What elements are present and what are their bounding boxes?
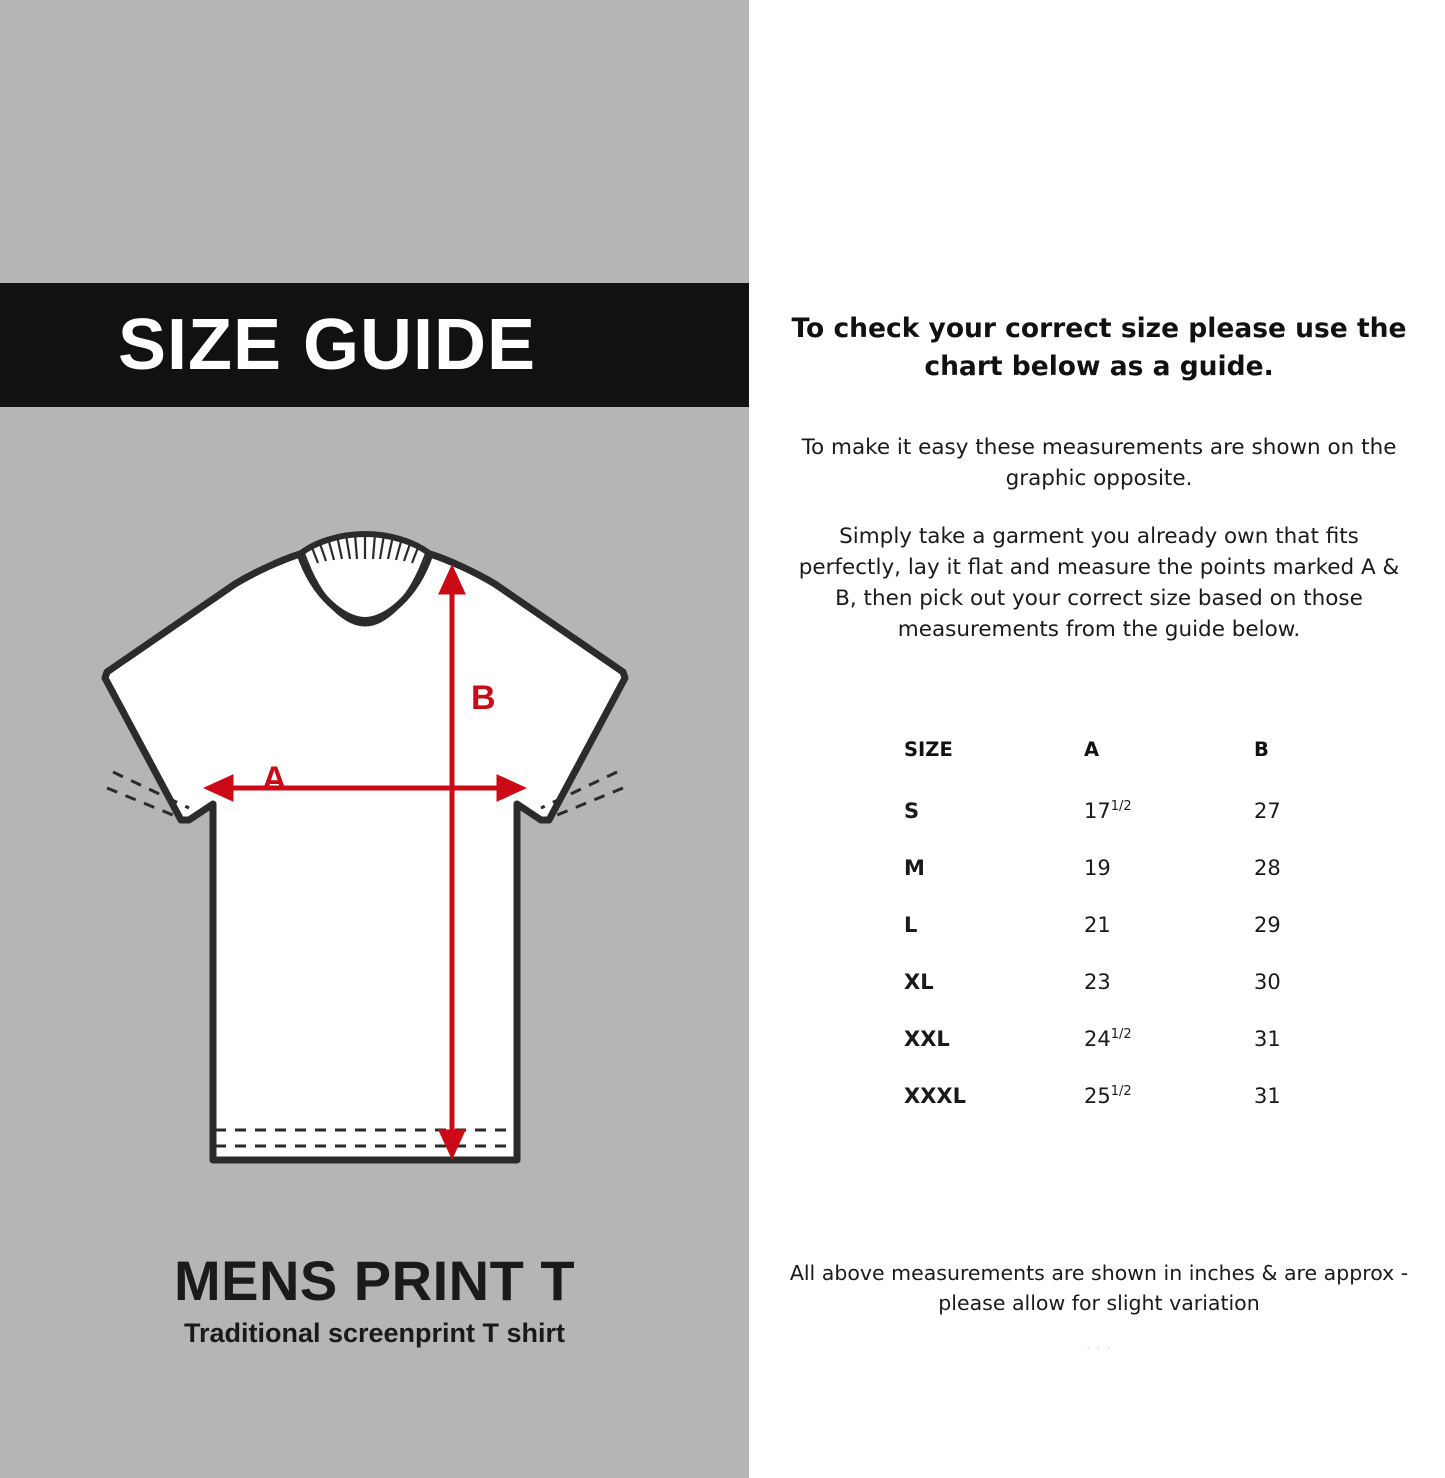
cell-size: S xyxy=(904,799,920,823)
measure-label-b: B xyxy=(471,679,496,717)
header-b: B xyxy=(1254,738,1269,761)
cell-a-value: 23 xyxy=(1084,970,1111,994)
cell-size: XXL xyxy=(904,1027,950,1051)
size-chart-body xyxy=(904,799,1324,1141)
tshirt-diagram xyxy=(85,520,665,1200)
cell-b: 27 xyxy=(1254,799,1281,823)
cell-b: 30 xyxy=(1254,970,1281,994)
footer-faint-text: . . . xyxy=(1086,1338,1112,1353)
cell-a xyxy=(1084,799,1254,856)
cell-size: XL xyxy=(904,970,934,994)
cell-size: L xyxy=(904,913,918,937)
product-subtitle: Traditional screenprint T shirt xyxy=(183,1318,566,1348)
table-row xyxy=(904,1084,1324,1141)
cell-a xyxy=(1084,970,1254,1027)
cell-b: 29 xyxy=(1254,913,1281,937)
product-name: MENS PRINT T xyxy=(173,1249,576,1312)
page-title: SIZE GUIDE xyxy=(118,305,537,385)
size-chart-table xyxy=(904,738,1324,1141)
table-row xyxy=(904,970,1324,1027)
cell-a xyxy=(1084,1027,1254,1084)
table-header-row xyxy=(904,738,1324,799)
instructions-paragraph-1: To make it easy these measurements are shown on the graphic opposite. xyxy=(801,435,1397,491)
footer-note: All above measurements are shown in inches & are approx - please allow for slight variation xyxy=(789,1261,1409,1315)
cell-a-value: 17 xyxy=(1084,799,1111,823)
cell-a-value: 24 xyxy=(1084,1027,1111,1051)
cell-size: XXXL xyxy=(904,1084,966,1108)
cell-a xyxy=(1084,913,1254,970)
instructions-heading: To check your correct size please use the chart below as a guide. xyxy=(791,313,1407,382)
cell-a xyxy=(1084,1084,1254,1141)
cell-b: 28 xyxy=(1254,856,1281,880)
right-info-panel xyxy=(749,0,1445,1478)
cell-size: M xyxy=(904,856,925,880)
header-size: SIZE xyxy=(904,738,953,761)
instructions-paragraph-2: Simply take a garment you already own that fits perfectly, lay it flat and measure the points marked A & B, then pick out your correct size based on those measurements from the guide below. xyxy=(798,524,1400,642)
cell-a-value: 25 xyxy=(1084,1084,1111,1108)
table-row xyxy=(904,1027,1324,1084)
cell-a-value: 19 xyxy=(1084,856,1111,880)
cell-a-fraction: 1/2 xyxy=(1110,1027,1132,1042)
table-row xyxy=(904,856,1324,913)
cell-a-fraction: 1/2 xyxy=(1110,1084,1132,1099)
cell-b: 31 xyxy=(1254,1027,1281,1051)
cell-b: 31 xyxy=(1254,1084,1281,1108)
measure-label-a: A xyxy=(262,760,287,798)
cell-a-value: 21 xyxy=(1084,913,1111,937)
table-row xyxy=(904,913,1324,970)
header-a: A xyxy=(1084,738,1100,761)
cell-a-fraction: 1/2 xyxy=(1110,799,1132,814)
table-row xyxy=(904,799,1324,856)
cell-a xyxy=(1084,856,1254,913)
